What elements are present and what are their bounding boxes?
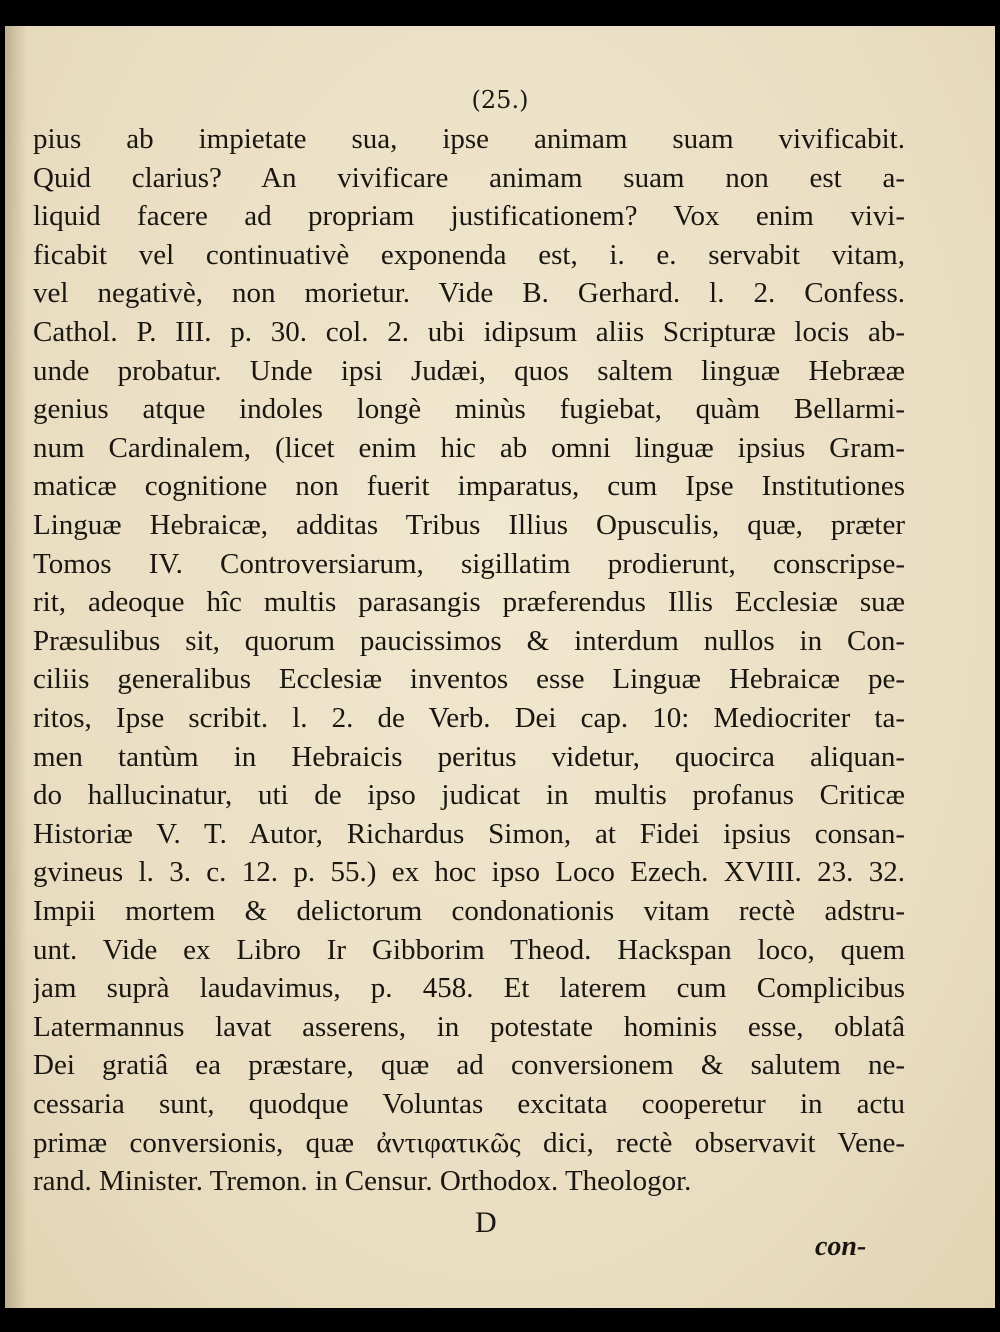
text-line: ficabit vel continuativè exponenda est, i. e. servabit vitam,: [33, 238, 905, 271]
text-line: Quid clarius? An vivificare animam suam non est a-: [33, 161, 905, 194]
book-page: [5, 26, 995, 1308]
text-line: liquid facere ad propriam justificationem? Vox enim vivi-: [33, 200, 905, 233]
text-line: cessaria sunt, quodque Voluntas excitata cooperetur in actu: [33, 1088, 905, 1120]
text-line: do hallucinatur, uti de ipso judicat in multis profanus Criticæ: [33, 779, 905, 812]
text-line: gvineus l. 3. c. 12. p. 55.) ex hoc ipso Loco Ezech. XVIII. 23. 32.: [33, 856, 905, 889]
text-line: Latermannus lavat asserens, in potestate hominis esse, oblatâ: [33, 1010, 905, 1043]
text-line: jam suprà laudavimus, p. 458. Et laterem cum Complicibus: [33, 972, 905, 1005]
text-line: Dei gratiâ ea præstare, quæ ad conversionem & salutem ne-: [33, 1049, 905, 1082]
text-line: unt. Vide ex Libro Ir Gibborim Theod. Hackspan loco, quem: [33, 933, 905, 966]
text-line: men tantùm in Hebraicis peritus videtur, quocirca aliquan-: [33, 740, 905, 773]
catchword: con-: [815, 1231, 867, 1262]
text-line: ritos, Ipse scribit. l. 2. de Verb. Dei cap. 10: Mediocriter ta-: [33, 702, 905, 734]
text-line: vel negativè, non morietur. Vide B. Gerhard. l. 2. Confess.: [33, 277, 905, 310]
text-line: Tomos IV. Controversiarum, sigillatim prodierunt, conscripse-: [33, 547, 905, 580]
text-line: maticæ cognitione non fuerit imparatus, cum Ipse Institutiones: [33, 470, 905, 503]
text-line: Præsulibus sit, quorum paucissimos & interdum nullos in Con-: [33, 624, 905, 657]
text-line: genius atque indoles longè minùs fugiebat, quàm Bellarmi-: [33, 393, 905, 426]
text-line: unde probatur. Unde ipsi Judæi, quos saltem linguæ Hebrææ: [33, 354, 905, 387]
text-line: rit, adeoque hîc multis parasangis præferendus Illis Ecclesiæ suæ: [33, 586, 905, 619]
text-line: primæ conversionis, quæ ἀντιφατικῶς dici, rectè observavit Vene-: [33, 1126, 905, 1159]
text-line: Historiæ V. T. Autor, Richardus Simon, at Fidei ipsius consan-: [33, 817, 905, 850]
text-line: Linguæ Hebraicæ, additas Tribus Illius Opusculis, quæ, præter: [33, 509, 905, 541]
text-line: num Cardinalem, (licet enim hic ab omni linguæ ipsius Gram-: [33, 431, 905, 464]
text-line: rand. Minister. Tremon. in Censur. Orthodox. Theologor.: [33, 1165, 692, 1198]
page-number: (25.): [471, 86, 529, 114]
text-line: Cathol. P. III. p. 30. col. 2. ubi idipsum aliis Scripturæ locis ab-: [33, 316, 905, 348]
text-line: Impii mortem & delictorum condonationis vitam rectè adstru-: [33, 895, 905, 927]
text-line: ciliis generalibus Ecclesiæ inventos esse Linguæ Hebraicæ pe-: [33, 663, 905, 696]
gutter-shadow: [5, 26, 27, 1308]
signature-mark: D: [475, 1206, 497, 1239]
text-line: pius ab impietate sua, ipse animam suam vivificabit.: [33, 123, 905, 155]
